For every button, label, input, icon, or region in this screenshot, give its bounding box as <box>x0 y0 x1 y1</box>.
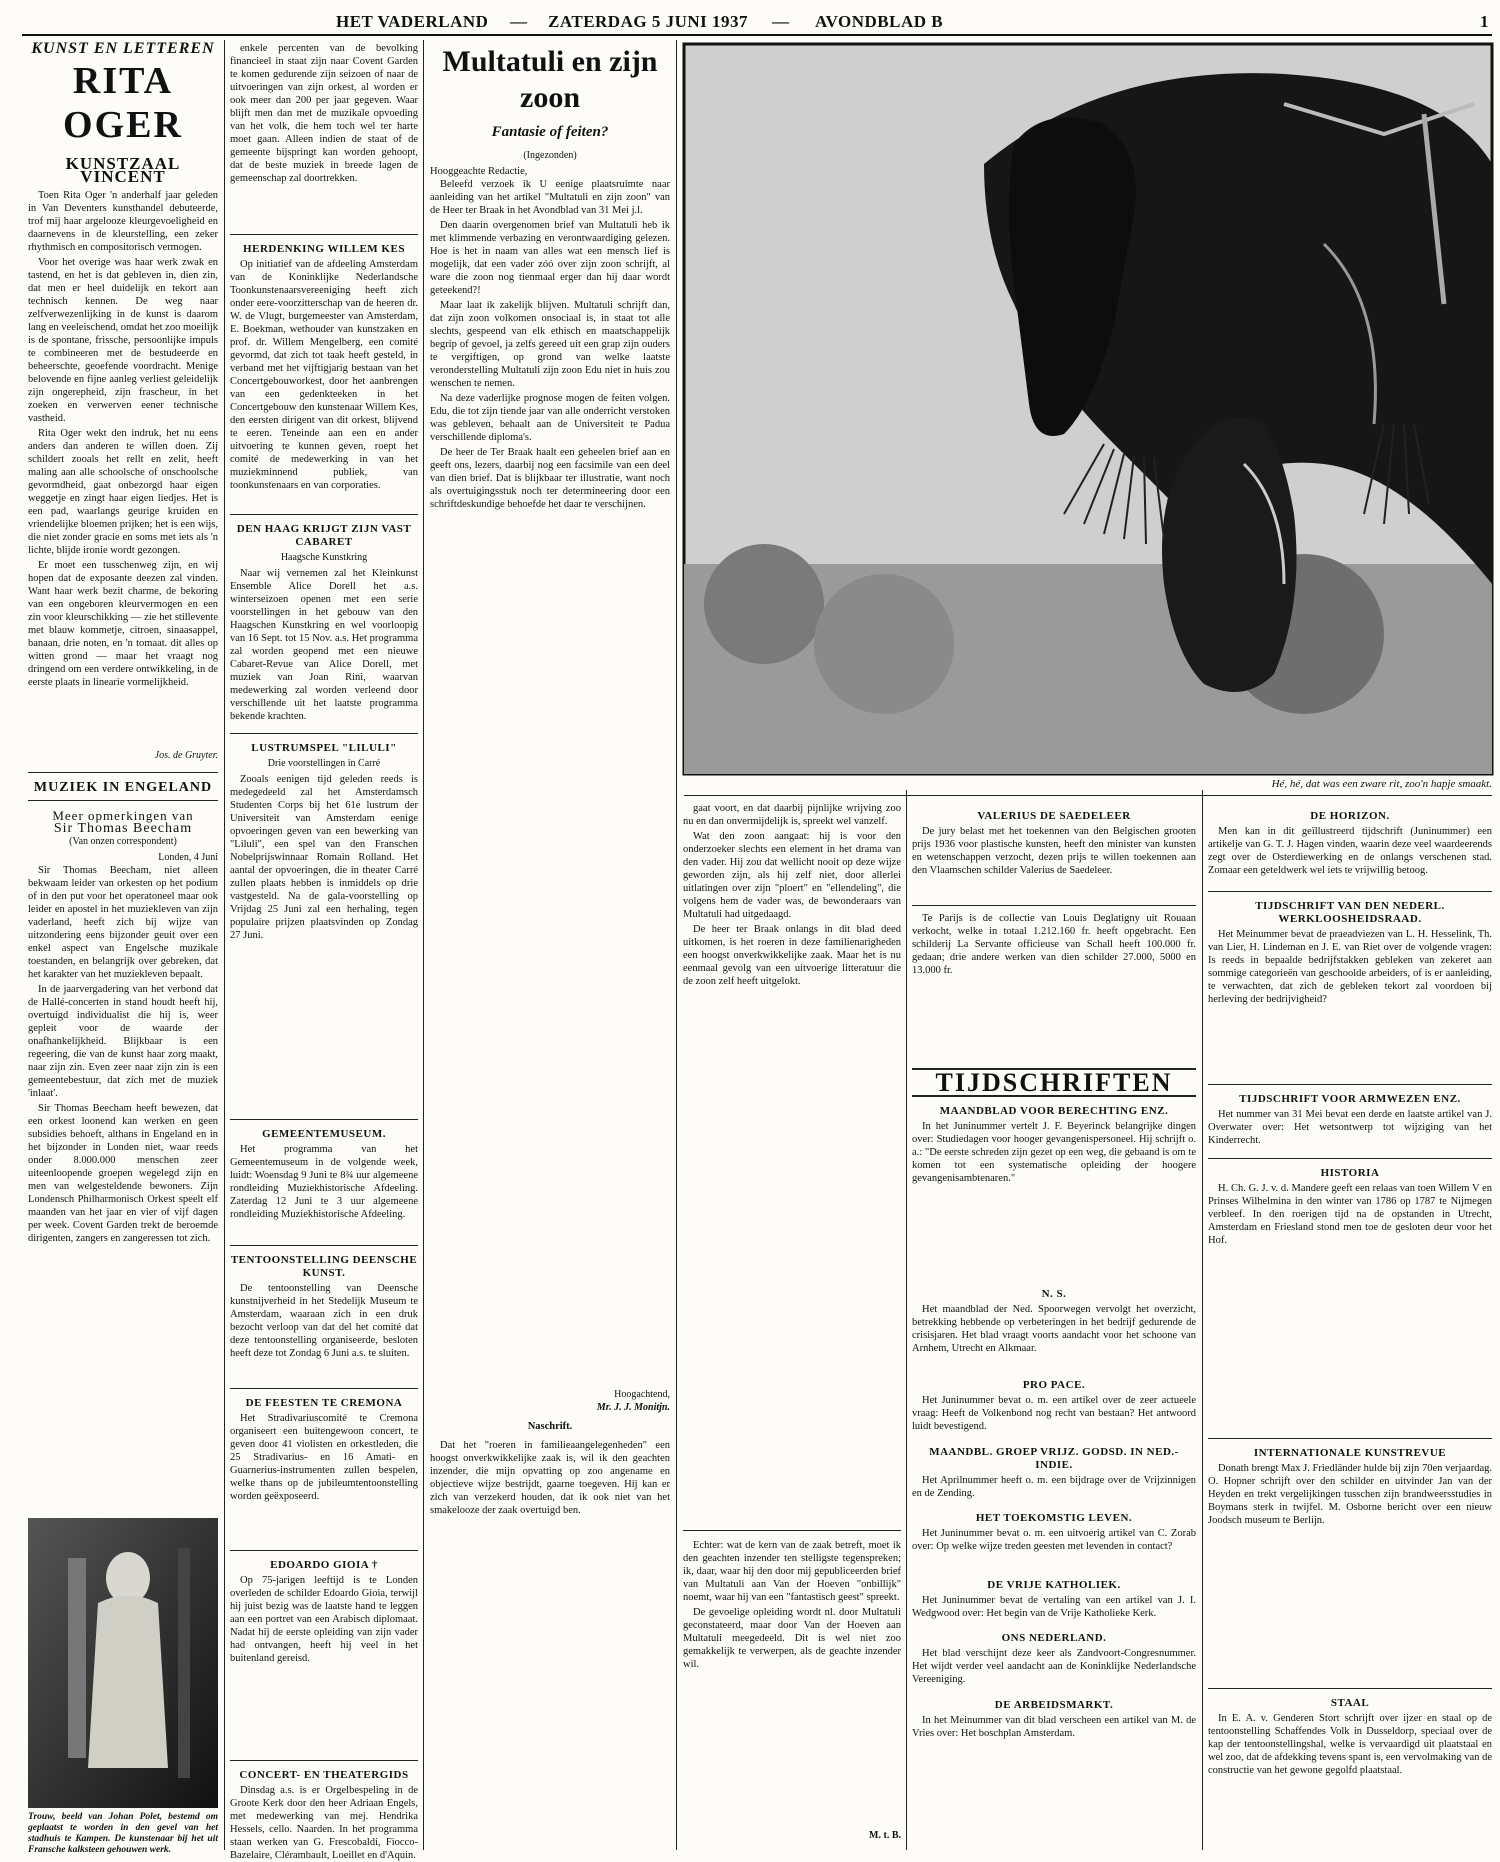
horses-photo-image <box>684 44 1492 774</box>
news-heading: HISTORIA <box>1320 1167 1380 1179</box>
paragraph: Op 75-jarigen leeftijd is te Londen overleden de schilder Edoardo Gioia, terwijl hij juist bezig was de laatste hand te leggen aan een portret van een Arabisch diplomaat. Nadat hij de eerste opleiding van zijn vader had ontvangen, heeft hij veel in het buitenland gereisd. <box>230 1575 418 1664</box>
masthead <box>0 8 1500 34</box>
column-tijdschriften <box>912 802 1196 1852</box>
paragraph: Men kan in dit geïllustreerd tijdschrift (Juninummer) een artikelje van G. T. J. Hagen vinden, waarin deze veel waardeerends zegt over de Osterdiewerking en de onlangs verschenen stad. Zomaar een geteldwerk wel iets te vrijwillig betoog. <box>1208 826 1492 876</box>
masthead-separator: — <box>772 12 790 31</box>
horses-photo <box>684 44 1492 774</box>
paragraph: Sir Thomas Beecham, niet alleen bekwaam leider van orkesten op het podium of in den put voor het operatoneel maar ook leider en apostel in het muziekleven van zijn vaderland, heeft zich bij wijze van uitzondering eens bijzonder geuit over een enkel aspect van Engelsche muzikale toestanden, en belangrijk over gebreken, dat het karakter van het muziekleven bepaalt. <box>28 865 218 980</box>
news-heading: DEN HAAG KRIJGT ZIJN VAST CABARET <box>236 523 412 548</box>
paragraph: Er moet een tusschenweg zijn, en wij hopen dat de exposante deezen zal vinden. Want haar werk bezit charme, de bekoring van een ongeboren kleurvermogen en een zin voor kleurschikking — zie het stillevente met blauw kommetje, citroen, sinaasappel, banaan, drie noten, en 'n tomaat. dit alles op witten grond — maar het vraagt nog dringend om een verdere ontwikkeling, in de eerste plaats in linearie vormelijkheid. <box>28 560 218 688</box>
author-signature: Jos. de Gruyter. <box>154 750 218 761</box>
paragraph: Toen Rita Oger 'n anderhalf jaar geleden in Van Deventers kunsthandel debuteerde, trof mij haar argelooze kleurgevoeligheid en daarnevens in de kleurstelling, een zeker rhythmisch en compositorisch vermogen. <box>28 190 218 253</box>
paragraph: Het Juninummer bevat o. m. een uitvoerig artikel van C. Zorab over: Op welke wijze treden geesten met levenden in contact? <box>912 1528 1196 1552</box>
photo-caption: Trouw, beeld van Johan Polet, bestemd om geplaatst te worden in den gevel van het stadhuis te Kampen. De kunstenaar bij het uit Fransche kalksteen gehouwen werk. <box>28 1812 218 1855</box>
article-body <box>430 178 670 1388</box>
paragraph: Te Parijs is de collectie van Louis Deglatigny uit Rouaan verkocht, welke in totaal 1.212.160 fr. heeft opgebracht. Een schilderij La Servante officieuse van Schall heeft 100.000 fr. gedaan; drie andere werken van dien schilder 27.000, 5000 en 13.000 fr. <box>912 913 1196 976</box>
column-rule <box>423 40 424 1850</box>
postscript-title: Naschrift. <box>527 1421 573 1432</box>
article-body <box>28 864 218 1454</box>
paragraph: H. Ch. G. J. v. d. Mandere geeft een relaas van toen Willem V en Prinses Wilhelmina in den winter van 1786 op 1787 te Nijmegen verbleef. In den roerigen tijd na de opstanden in Utrecht, Amsterdam en Friesland stond men toe de gesloten deur voor het Hof. <box>1208 1183 1492 1246</box>
column-periodicals <box>1208 802 1492 1852</box>
section-title: TIJDSCHRIFTEN <box>935 1068 1173 1097</box>
paragraph: Het Stradivariuscomité te Cremona organiseert een buitengewoon concert, te geven door 41 violisten en orkestleden, die 25 Stradivarius- en 16 Amati- en Guarnerius-instrumenten zullen bespelen, welke thans op de jubileumtentoonstelling worden geëxposeerd. <box>230 1413 418 1502</box>
news-heading: DE ARBEIDSMARKT. <box>994 1699 1114 1711</box>
paragraph: Rita Oger wekt den indruk, het nu eens anders dan anderen te willen doen. Zij schildert zooals het rellt en zelit, heeft maling aan alle schoolsche of onschoolsche gevormdheid, gaat onbezorgd haar eigen weggetje en zingt haar eigen liedjes. Het is een pad, waarlangs geurige kruiden en vriendelijke bloemen prijken; het is een wijs, die niet zonder gracie en soms met iets als 'n lichte, blijde ironie wordt gezongen. <box>28 428 218 556</box>
news-heading: HERDENKING WILLEM KES <box>243 243 405 255</box>
news-heading: DE VRIJE KATHOLIEK. <box>987 1579 1121 1591</box>
dateline: Londen, 4 Juni <box>158 852 218 863</box>
news-heading: EDOARDO GIOIA † <box>270 1559 378 1571</box>
paragraph: Beleefd verzoek ik U eenige plaatsruimte naar aanleiding van het artikel "Multatuli en zijn zoon" van de Heer ter Braak in het Avondblad van 31 Mei j.l. <box>430 179 670 216</box>
column-rule <box>906 790 907 1850</box>
edition-label: AVONDBLAD B <box>815 12 944 31</box>
news-subheading: Haagsche Kunstkring <box>280 552 368 563</box>
paragraph: enkele percenten van de bevolking financieel in staat zijn naar Covent Garden te komen gedurende zijn seizoen of naar de uitvoeringen van zijn orkest, al worden er ook meer dan 200 per jaar gegeven. Waar blijft men dan met de muzikale opvoeding van het volk, die hem toch wel ter harte moet gaan. Alleen indien de staat of de gemeente bijspringt kan worden gehoopt, dat de beste muziek in breede lagen de gemeenschap zal doortrekken. <box>230 43 418 184</box>
column-multatuli-continued <box>683 802 901 1852</box>
paragraph: Sir Thomas Beecham heeft bewezen, dat een orkest loonend kan werken en geen subsidies behoeft, althans in Engeland en in het bijzonder in Londen niet, waar reeds onder 8.000.000 menschen zeer uiteenloopende groepen wegelegd zijn en men van welgesteldende bewoners. Zijn Londensch Philharmonisch Orkest speelt elf maanden van het jaar en vier of vijf dagen per week. Covent Garden trekt de beroemde dirigenten, zangers en zangeressen tot zich. <box>28 1103 218 1244</box>
newspaper-name: HET VADERLAND <box>336 12 489 31</box>
article-body <box>683 802 901 1522</box>
statue-photo <box>28 1518 218 1808</box>
article-title: Multatuli en zijn zoon <box>442 45 658 114</box>
column-multatuli <box>430 44 670 1850</box>
paragraph: De heer de Ter Braak haalt een geheelen brief aan en geeft ons, lezers, daarbij nog een facsimile van een deel van dien brief. Dat is blijkbaar ter illustratie, want noch als overtuigingsstuk noch ter determineering door een schriftdeskundige behoefde het daar te verschijnen. <box>430 447 670 510</box>
paragraph: De jury belast met het toekennen van den Belgischen grooten prijs 1936 voor plastische kunsten, heeft den minister van kunsten en wetenschappen verzocht, dezen prijs te willen toekennen aan den Vlaamschen schilder Valerius de Saedeleer. <box>912 826 1196 876</box>
issue-date: ZATERDAG 5 JUNI 1937 <box>548 12 749 31</box>
paragraph: In het Meinummer van dit blad verscheen een artikel van M. de Vries over: Het boschplan Amsterdam. <box>912 1715 1196 1739</box>
article-subtitle: KUNSTZAAL VINCENT <box>65 154 181 186</box>
author-signature: M. t. B. <box>869 1830 901 1841</box>
news-heading: LUSTRUMSPEL "LILULI" <box>251 742 397 754</box>
closing: Hoogachtend, <box>614 1389 670 1400</box>
news-heading: CONCERT- EN THEATERGIDS <box>239 1769 409 1781</box>
news-heading: STAAL <box>1330 1697 1370 1709</box>
article-note: (Ingezonden) <box>523 150 577 161</box>
paragraph: Dat het "roeren in familieaangelegenheden" een hoogst onverkwikkelijke zaak is, wil ik den geachten inzender, die mijn opvatting op zoo angename en objectieve wijze bestrijdt, gaarne toegeven. Hij kan er zich van verzekerd houden, dat ik ook niet van het smakelooze der zaak overtuigd ben. <box>430 1440 670 1516</box>
article-kicker: Fantasie of feiten? <box>491 124 609 140</box>
paragraph: Dinsdag a.s. is er Orgelbespeling in de Groote Kerk door den heer Adriaan Engels, met medewerking van mej. Hendrika Hessels, cello. Naarden. In het programma staan werken van G. Frescobaldi, Fiocco-Bazelaire, Clérambault, Loeillet en d'Aquin. <box>230 1785 418 1861</box>
article-subtitle: Sir Thomas Beecham <box>53 821 193 836</box>
paragraph: Echter: wat de kern van de zaak betreft, moet ik den geachten inzender ten stelligste tegenspreken; ik, daar, waar hij den door mij gepubliceerden brief van Multatuli aan Van der Hoeven "onbillijk" noemt, waar hij van een "fantastisch geest" spreekt. <box>683 1540 901 1603</box>
news-heading: VALERIUS DE SAEDELEER <box>977 810 1131 822</box>
news-heading: MAANDBLAD VOOR BERECHTING ENZ. <box>939 1105 1169 1117</box>
paragraph: Naar wij vernemen zal het Kleinkunst Ensemble Alice Dorell het a.s. winterseizoen openen met een serie voorstellingen in het gebouw van den Haagschen Kunstkring en wel voorloopig van 16 Sept. tot 15 Nov. a.s. Het programma zal worden geopend met een nieuwe Cabaret-Revue van Alice Dorell, met muziek van Joan Rini, waarvan medewerking zal worden verleend door verschillende uit het laatste programma bekende krachten. <box>230 568 418 722</box>
paragraph: Den daarin overgenomen brief van Multatuli heb ik met klimmende verbazing en verontwaardiging gelezen. Hoe is het in naam van alles wat een mensch lief is mogelijk, dat een vader zóó over zijn zoon schrijft, al ware die zoon nog tienmaal erger dan hij daar wordt geteekend?! <box>430 220 670 296</box>
column-rule <box>224 40 225 1850</box>
news-heading: TIJDSCHRIFT VOOR ARMWEZEN ENZ. <box>1239 1093 1461 1105</box>
column-culture-news <box>230 42 418 1861</box>
paragraph: De heer ter Braak onlangs in dit blad deed uitkomen, is het roeren in deze familienarigheden een hoogst onverkwikkelijke zaak. Maar het is nu eenmaal gevolg van een uitvoerige litteratuur die de zoon zelf heeft uitgelokt. <box>683 924 901 987</box>
paragraph: Het Juninummer bevat de vertaling van een artikel van J. I. Wedgwood over: Het begin van de Vrije Katholieke Kerk. <box>912 1595 1196 1619</box>
paragraph: Op initiatief van de afdeeling Amsterdam van de Koninklijke Nederlandsche Toonkunstenaarsvereeniging heeft zich onder eere-voorzitterschap van de heeren dr. W. de Vlugt, burgemeester van Amsterdam, E. Boekman, wethouder van kunstzaken en prof. dr. Willem Mengelberg, een comité gevormd, dat zich tot taak heeft gesteld, in verband met het vijftigjarig bestaan van het Concertgebouworkest, door het aanbrengen van een gedenkteeken in het Concertgebouw den kunstenaar Willem Kes, den eersten dirigent van dit orkest, blijvend te eeren. Teneinde aan een en ander uitvoering te kunnen geven, roept het comité de medewerking in van het muziekminnend publiek, van toonkunstenaars en van corporaties. <box>230 259 418 491</box>
paragraph: Het programma van het Gemeentemuseum in de volgende week, luidt: Woensdag 9 Juni te 8¾ uur algemeene rondleiding Muziekhistorische Afdeeling. Zaterdag 12 Juni te 3 uur algemeene rondleiding Muziekhistorische Afdeeling. <box>230 1144 418 1220</box>
paragraph: Het blad verschijnt deze keer als Zandvoort-Congresnummer. Het wijdt verder veel aandacht aan de Koninklijke Nederlandsche Vereeniging. <box>912 1648 1196 1685</box>
article-title: RITA OGER <box>63 60 183 146</box>
section-title: MUZIEK IN ENGELAND <box>33 780 213 795</box>
paragraph: Het nummer van 31 Mei bevat een derde en laatste artikel van J. Overwater over: Het wetsontwerp tot wijziging van het Kinderrecht. <box>1208 1109 1492 1146</box>
article-body <box>28 189 218 749</box>
paragraph: De gevoelige opleiding wordt nl. door Multatuli geconstateerd, maar door Van der Hoeven aan Multatuli meegedeeld. Dit is wel niet zoo gemakkelijk te verwerpen, als de geachte inzender wil. <box>683 1607 901 1670</box>
paragraph: Het maandblad der Ned. Spoorwegen vervolgt het overzicht, betrekking hebbende op verbeteringen in het bedrijf gedurende de crisisjaren. Het blad vraagt voorts aandacht voor het schoone van Arnhem, Utrecht en Alkmaar. <box>912 1304 1196 1354</box>
letter-signature: Mr. J. J. Monitjn. <box>596 1402 670 1413</box>
paragraph: Donath brengt Max J. Friedländer hulde bij zijn 70en verjaardag. O. Hopner schrijft over den schilder en uitvinder Jan van der Heyden en trekt vergelijkingen tusschen zijn brandweersstudies in Boymans sterk in twijfel. M. Osborne bericht over een nieuw Joodsch museum te Berlijn. <box>1208 1463 1492 1526</box>
paragraph: Het Juninummer bevat o. m. een artikel over de zeer actueele vraag: Heeft de Volkenbond nog recht van bestaan? Het antwoord luidt bevestigend. <box>912 1395 1196 1432</box>
paragraph: Het Meinummer bevat de praeadviezen van L. H. Hesselink, Th. van Lier, H. Lindeman en J. E. van Riet over de volgende vragen: Is reeds in bepaalde bedrijfstakken gebleken van zekeret aan sommige categorieën van geschoolde arbeiders, of is er aanleiding, te verwachten, dat zich de gebleken tekort zal voordoen bij herleving der bedrijvigheid? <box>1208 929 1492 1005</box>
news-heading: N. S. <box>1041 1288 1067 1300</box>
salutation: Hooggeachte Redactie, <box>430 166 528 177</box>
news-heading: HET TOEKOMSTIG LEVEN. <box>975 1512 1133 1524</box>
masthead-separator: — <box>510 12 528 31</box>
byline: (Van onzen correspondent) <box>69 836 177 847</box>
statue-photo-image <box>28 1518 218 1808</box>
news-heading: MAANDBL. GROEP VRIJZ. GODSD. IN NED.-INDIE. <box>929 1446 1179 1471</box>
news-heading: ONS NEDERLAND. <box>1001 1632 1107 1644</box>
column-rule <box>1202 790 1203 1850</box>
masthead-rule <box>22 34 1492 36</box>
page-number: 1 <box>1480 12 1489 31</box>
paragraph: Voor het overige was haar werk zwak en tastend, en het is dat gebleven in, dien zin, dat men er heel duidelijk en tekort aan technisch kennen. De weg naar zelfverwezenlijking in de kunst is daarom lang en veeleischend, omdat het zoo moeilijk is de spontane, frissche, persoonlijke impuls te combineeren met de bestudeerde en beheerschte, geoefende voordracht. Menige belovende en fijne aanleg verliest geleidelijk zijn ongerepheid, zijn frascheur, in het zoeken en verwerven eener technische vastheid. <box>28 257 218 424</box>
paragraph: In de jaarvergadering van het verbond dat de Hallé-concerten in stand houdt heeft hij, overtuigd individualist die hij is, weer gepleit voor de waarde der onafhankelijkheid. Blijkbaar is een regeering, die van de kunst haar zorg maakt, naar zijn zin. Even zeer naar zijn zin is een gemeentebestuur, dat zich met de muziek 'inlaat'. <box>28 984 218 1099</box>
paragraph: Na deze vaderlijke prognose mogen de feiten volgen. Edu, die tot zijn tiende jaar van alle onderricht verstoken was gebleven, behaalt aan de Universiteit te Padua verschillende diploma's. <box>430 393 670 443</box>
news-heading: PRO PACE. <box>1022 1379 1086 1391</box>
paragraph: Wat den zoon aangaat: hij is voor den onderzoeker slechts een element in het drama van den vader. Hij zou dat wellicht nooit op deze wijze geworden zijn, als hij zelf niet, door allerlei uitlatingen over zijn "ploert" en "ellendeling", die volgens hem de vader was, de bewonderaars van Multatuli had uitgedaagd. <box>683 831 901 920</box>
news-heading: TENTOONSTELLING DEENSCHE KUNST. <box>230 1254 418 1279</box>
paragraph: In E. A. v. Genderen Stort schrijft over ijzer en staal op de tentoonstelling Schaffendes Volk in Dusseldorp, speciaal over de kap der tentoonstellingshal, welke is vervaardigd uit plaatstaal en wel zoo, dat de afdekking tevens spant is, een vervolmaking van de constructie van het gewone gegolfd plaatstaal. <box>1208 1713 1492 1776</box>
news-subheading: Drie voorstellingen in Carré <box>267 758 381 769</box>
paragraph: In het Juninummer vertelt J. F. Beyerinck belangrijke dingen over: Studiedagen voor hooger gevangenispersoneel. Hij schrijft o. a.: "De eerste schreden zijn gezet op een weg, die gebaand is om te komen tot een systematische opleiding der hoogere gevangenisambtenaren." <box>912 1121 1196 1184</box>
news-heading: INTERNATIONALE KUNSTREVUE <box>1253 1447 1447 1459</box>
section-rule <box>684 795 1492 796</box>
photo-caption: Hé, hé, dat was een zware rit, zoo'n hapje smaakt. <box>1271 778 1492 790</box>
article-subtitle: Meer opmerkingen van <box>52 808 194 823</box>
paragraph: Het Aprilnummer heeft o. m. een bijdrage over de Vrijzinnigen en de Zending. <box>912 1475 1196 1499</box>
news-heading: TIJDSCHRIFT VAN DEN NEDERL. WERKLOOSHEIDSRAAD. <box>1255 900 1445 925</box>
paragraph: gaat voort, en dat daarbij pijnlijke wrijving zoo nu en dan onvermijdelijk is, spreekt wel vanzelf. <box>683 803 901 827</box>
news-heading: DE FEESTEN TE CREMONA <box>245 1397 403 1409</box>
news-heading: GEMEENTEMUSEUM. <box>262 1128 386 1140</box>
article-body <box>683 1539 901 1829</box>
news-heading: DE HORIZON. <box>1310 810 1390 822</box>
section-kicker: KUNST EN LETTEREN <box>31 40 215 57</box>
paragraph: Maar laat ik zakelijk blijven. Multatuli schrijft dan, dat zijn zoon volkomen onsociaal is, in staat tot alle slechts, gespeend van elk ethisch en maatschappelijk begrip of gevoel, ja zelfs gereed uit een grap zijn ouders te vergiftigen, op grond van welke laatste veronderstelling Multatuli zijn zoon Edu niet in huis zou wenschen te nemen. <box>430 300 670 389</box>
column-rule <box>676 40 677 1850</box>
paragraph: Zooals eenigen tijd geleden reeds is medegedeeld zal het Amsterdamsch Studenten Corps bij het 61e lustrum der Universiteit van Amsterdam eenige opvoeringen geven van een bewerking van "Liluli", een spel van den Franschen Nobelprijswinnaar Romain Rolland. Het aantal der opvoeringen, die in theater Carré zullen plaats hebben is inmiddels op drie vastgesteld. Na de gala-voorstelling op Vrijdag 25 Juni zal een herhaling, tegen populaire prijzen plaatsvinden op Zondag 27 Juni. <box>230 774 418 941</box>
paragraph: De tentoonstelling van Deensche kunstnijverheid in het Stedelijk Museum te Amsterdam, waaraan zich in een druk bezocht verloop van dat del het comité dat deze tentoonstelling organiseerde, besloten heeft deze tot Zondag 6 Juni a.s. te sluiten. <box>230 1283 418 1359</box>
